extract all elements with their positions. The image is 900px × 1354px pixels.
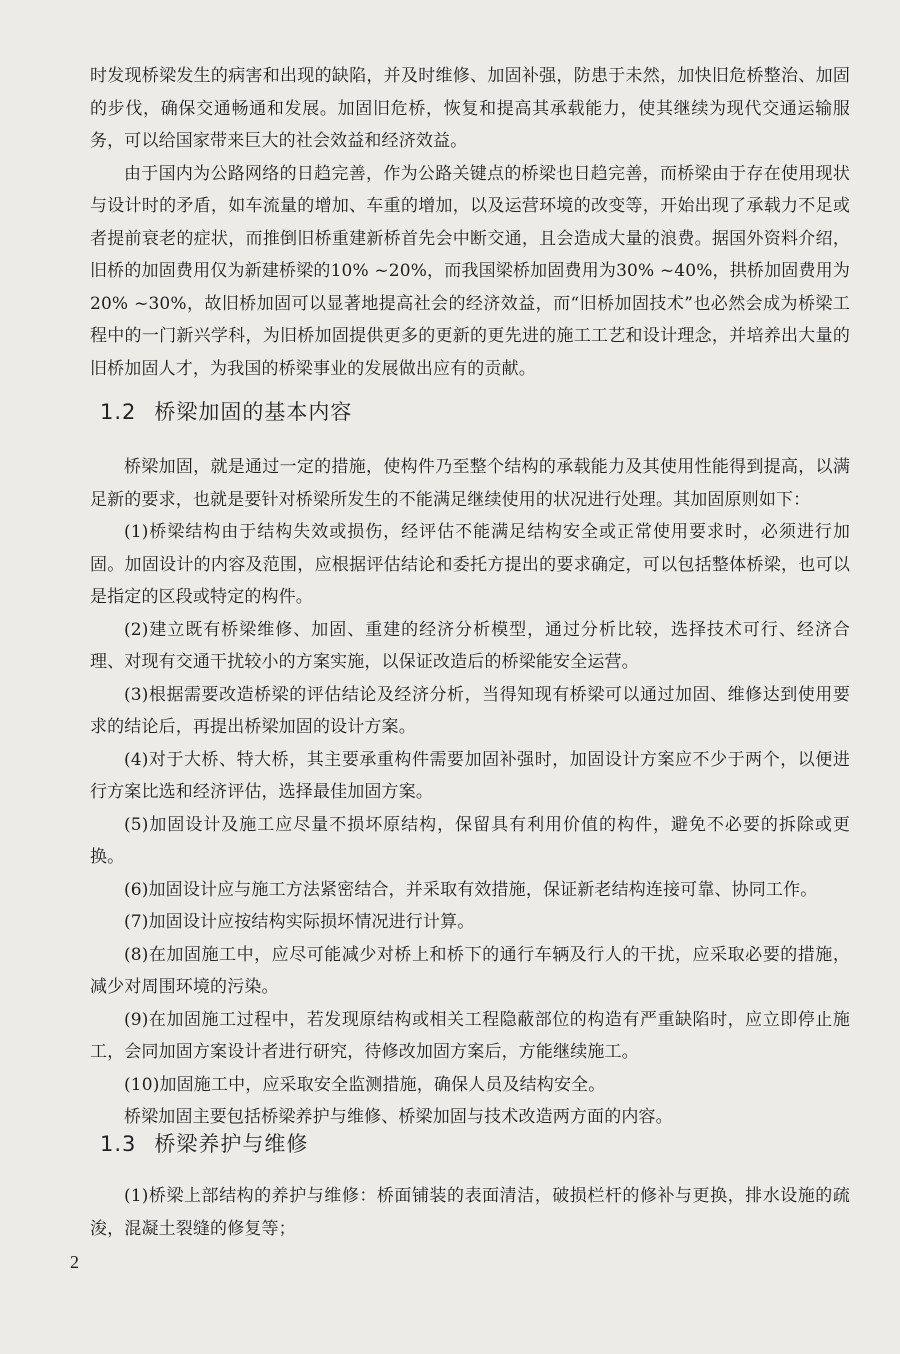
section-title: 桥梁加固的基本内容 (154, 400, 353, 424)
list-item: (1)桥梁上部结构的养护与维修：桥面铺装的表面清洁，破损栏杆的修补与更换，排水设施的疏浚，混凝土裂缝的修复等； (90, 1186, 850, 1239)
paragraph: 桥梁加固主要包括桥梁养护与维修、桥梁加固与技术改造两方面的内容。 (124, 1107, 673, 1127)
list-item: (10)加固施工中，应采取安全监测措施，确保人员及结构安全。 (124, 1074, 606, 1095)
section-heading-1-3 (100, 1128, 308, 1158)
section-1-3-body (90, 1180, 850, 1245)
top-text-block (90, 60, 850, 385)
paragraph: 桥梁加固，就是通过一定的措施，使构件乃至整个结构的承载能力及其使用性能得到提高，以满足新的要求，也就是要针对桥梁所发生的不能满足继续使用的状况进行处理。其加固原则如下： (90, 457, 850, 510)
list-item: (8)在加固施工中，应尽可能减少对桥上和桥下的通行车辆及行人的干扰，应采取必要的措施，减少对周围环境的污染。 (90, 944, 850, 997)
paragraph: 时发现桥梁发生的病害和出现的缺陷，并及时维修、加固补强，防患于未然，加快旧危桥整治、加固的步伐，确保交通畅通和发展。加固旧危桥，恢复和提高其承载能力，使其继续为现代交通运输服务，可以给国家带来巨大的社会效益和经济效益。 (90, 66, 850, 151)
list-item: (7)加固设计应按结构实际损坏情况进行计算。 (124, 912, 475, 932)
list-item: (2)建立既有桥梁维修、加固、重建的经济分析模型，通过分析比较，选择技术可行、经济合理、对现有交通干扰较小的方案实施，以保证改造后的桥梁能安全运营。 (90, 619, 850, 672)
section-1-2-body (90, 451, 850, 1134)
section-title: 桥梁养护与维修 (154, 1132, 309, 1156)
list-item: (3)根据需要改造桥梁的评估结论及经济分析，当得知现有桥梁可以通过加固、维修达到使用要求的结论后，再提出桥梁加固的设计方案。 (90, 684, 850, 737)
list-item: (6)加固设计应与施工方法紧密结合，并采取有效措施，保证新老结构连接可靠、协同工作。 (124, 879, 818, 900)
page-number: 2 (70, 1252, 79, 1272)
list-item: (4)对于大桥、特大桥，其主要承重构件需要加固补强时，加固设计方案应不少于两个，以便进行方案比选和经济评估，选择最佳加固方案。 (90, 749, 850, 802)
list-item: (1)桥梁结构由于结构失效或损伤，经评估不能满足结构安全或正常使用要求时，必须进行加固。加固设计的内容及范围，应根据评估结论和委托方提出的要求确定，可以包括整体桥梁，也可以是指定的区段或特定的构件。 (90, 522, 850, 607)
section-number: 1.3 (100, 1132, 137, 1156)
section-number: 1.2 (100, 400, 137, 424)
paragraph: 由于国内为公路网络的日趋完善，作为公路关键点的桥梁也日趋完善，而桥梁由于存在使用现状与设计时的矛盾，如车流量的增加、车重的增加，以及运营环境的改变等，开始出现了承载力不足或者提前衰老的症状，而推倒旧桥重建新桥首先会中断交通，且会造成大量的浪费。据国外资料介绍，旧桥的加固费用仅为新建桥梁的10% ~20%，而我国梁桥加固费用为30% ~40%，拱桥加固费用为20% ~30%，故旧桥加固可以显著地提高社会的经济效益，而“旧桥加固技术”也必然会成为桥梁工程中的一门新兴学科，为旧桥加固提供更多的更新的更先进的施工工艺和设计理念，并培养出大量的旧桥加固人才，为我国的桥梁事业的发展做出应有的贡献。 (90, 163, 850, 379)
section-heading-1-2 (100, 396, 352, 426)
list-item: (9)在加固施工过程中，若发现原结构或相关工程隐蔽部位的构造有严重缺陷时，应立即停止施工，会同加固方案设计者进行研究，待修改加固方案后，方能继续施工。 (90, 1009, 850, 1062)
list-item: (5)加固设计及施工应尽量不损坏原结构，保留具有利用价值的构件，避免不必要的拆除或更换。 (90, 814, 850, 867)
